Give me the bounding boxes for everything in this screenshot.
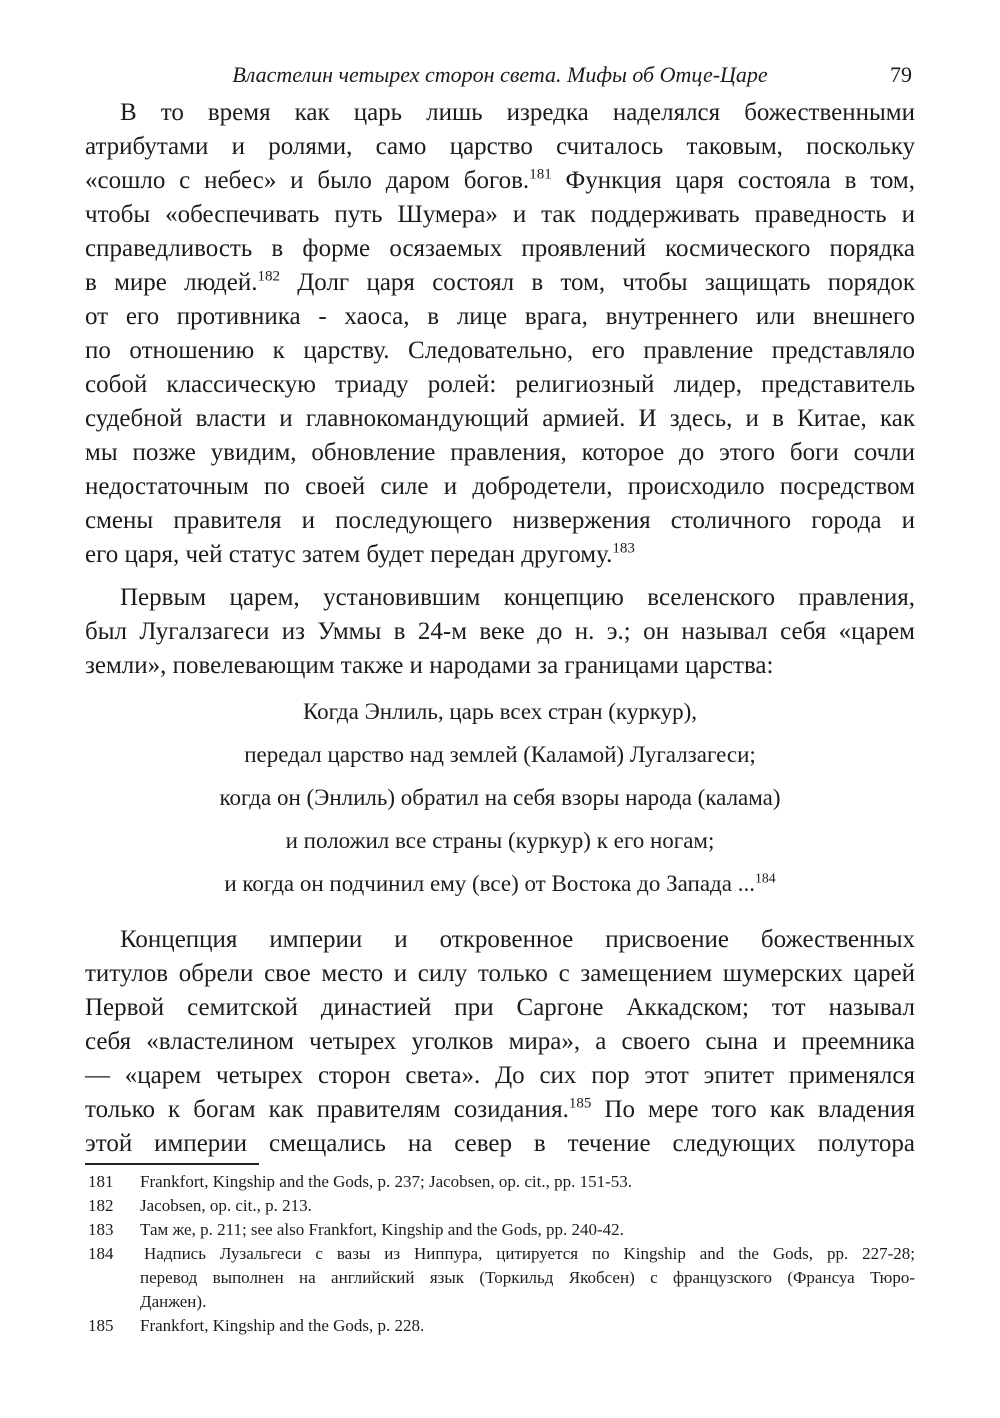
footnote-rule bbox=[85, 1163, 259, 1165]
text-line: судебной власти и главнокомандующий армией. И здесь, и в Китае, как bbox=[85, 405, 915, 432]
verse-quote bbox=[85, 690, 915, 905]
paragraph bbox=[85, 923, 915, 1161]
footnote-ref: 183 bbox=[612, 540, 635, 557]
footnote bbox=[85, 1242, 915, 1314]
line-text: и когда он подчинил ему (все) от Востока до Запада ... bbox=[224, 871, 755, 896]
footnote-number: 184 bbox=[88, 1244, 114, 1263]
running-header bbox=[85, 60, 915, 90]
footnote bbox=[85, 1194, 915, 1218]
footnote-ref: 181 bbox=[529, 166, 552, 183]
paragraph bbox=[85, 581, 915, 683]
quote-line: и положил все страны (куркур) к его ногам; bbox=[285, 828, 715, 853]
text-line: Первой семитской династией при Саргоне Аккадском; тот называл bbox=[85, 994, 915, 1021]
footnote-number: 183 bbox=[88, 1220, 114, 1239]
text-line: недостаточным по своей силе и добродетели, происходило посредством bbox=[85, 473, 915, 500]
footnote-number: 185 bbox=[88, 1316, 114, 1335]
footnote-line: Jacobsen, op. cit., p. 213. bbox=[140, 1196, 312, 1215]
text-line: Концепция империи и откровенное присвоение божественных bbox=[120, 926, 915, 953]
footnote-line: Там же, p. 211; see also Frankfort, Kingship and the Gods, pp. 240-42. bbox=[140, 1220, 624, 1239]
footnote bbox=[85, 1170, 915, 1194]
footnote-text bbox=[140, 1314, 915, 1338]
text-line: — «царем четырех сторон света». До сих пор этот эпитет применялся bbox=[85, 1062, 915, 1089]
quote-line: когда он (Энлиль) обратил на себя взоры народа (калама) bbox=[219, 785, 781, 810]
quote-line bbox=[85, 862, 915, 905]
footnote-line: Frankfort, Kingship and the Gods, p. 237; Jacobsen, op. cit., pp. 151-53. bbox=[140, 1172, 632, 1191]
line-text: Функция царя состояла в том, bbox=[551, 167, 915, 194]
text-line: собой классическую триаду ролей: религиозный лидер, представитель bbox=[85, 371, 915, 398]
footnote bbox=[85, 1314, 915, 1338]
line-text: По мере того как владения bbox=[591, 1096, 915, 1123]
footnote-text bbox=[140, 1242, 915, 1314]
footnote-line: Надпись Лузальгеси с вазы из Ниппура, цитируется по Kingship and the Gods, pp. 227-28; bbox=[144, 1244, 915, 1263]
text-line: был Лугалзагеси из Уммы в 24-м веке до н. э.; он называл себя «царем bbox=[85, 618, 915, 645]
text-line bbox=[85, 1093, 915, 1127]
text-line: атрибутами и ролями, само царство считалось таковым, поскольку bbox=[85, 133, 915, 160]
footnotes bbox=[85, 1170, 915, 1338]
line-text: Долг царя состоял в том, чтобы защищать порядок bbox=[279, 269, 915, 296]
text-line bbox=[85, 538, 915, 572]
text-line: смены правителя и последующего низвержения столичного города и bbox=[85, 507, 915, 534]
footnote-text bbox=[140, 1194, 915, 1218]
text-line: справедливость в форме осязаемых проявлений космического порядка bbox=[85, 235, 915, 262]
line-text: его царя, чей статус затем будет передан другому. bbox=[85, 541, 613, 568]
line-text: в мире людей. bbox=[85, 269, 258, 296]
text-line: от его противника - хаоса, в лице врага, внутреннего или внешнего bbox=[85, 303, 915, 330]
text-line: титулов обрели свое место и силу только с замещением шумерских царей bbox=[85, 960, 915, 987]
text-line: земли», повелевающим также и народами за границами царства: bbox=[85, 652, 774, 679]
page-number: 79 bbox=[890, 62, 912, 87]
footnote-number: 182 bbox=[88, 1196, 114, 1215]
text-line: мы позже увидим, обновление правления, которое до этого боги сочли bbox=[85, 439, 915, 466]
footnote-line: Данжен). bbox=[140, 1292, 207, 1311]
footnote-ref: 185 bbox=[568, 1095, 592, 1112]
footnote bbox=[85, 1218, 915, 1242]
text-line: Первым царем, установившим концепцию вселенского правления, bbox=[120, 584, 915, 611]
line-text: только к богам как правителям созидания. bbox=[85, 1096, 569, 1123]
text-line bbox=[85, 164, 915, 198]
quote-line: Когда Энлиль, царь всех стран (куркур), bbox=[302, 699, 698, 724]
text-line: этой империи смещались на север в течение следующих полутора bbox=[85, 1130, 915, 1157]
footnote-ref: 182 bbox=[257, 268, 280, 285]
footnote-text bbox=[140, 1218, 915, 1242]
running-title: Властелин четырех сторон света. Мифы об Отце-Царе bbox=[232, 62, 768, 87]
text-line bbox=[85, 266, 915, 300]
footnote-ref: 184 bbox=[754, 870, 776, 886]
text-line: себя «властелином четырех уголков мира», а своего сына и преемника bbox=[85, 1028, 915, 1055]
quote-line: передал царство над землей (Каламой) Лугалзагеси; bbox=[244, 742, 756, 767]
paragraph bbox=[85, 96, 915, 572]
line-text: «сошло с небес» и было даром богов. bbox=[85, 167, 530, 194]
text-line: по отношению к царству. Следовательно, его правление представляло bbox=[85, 337, 915, 364]
footnote-number: 181 bbox=[88, 1172, 114, 1191]
text-line: В то время как царь лишь изредка наделялся божественными bbox=[120, 99, 915, 126]
footnote-line: перевод выполнен на английский язык (Торкильд Якобсен) с французского (Франсуа Тюро- bbox=[140, 1268, 915, 1287]
footnote-line: Frankfort, Kingship and the Gods, p. 228. bbox=[140, 1316, 425, 1335]
footnote-text bbox=[140, 1170, 915, 1194]
text-line: чтобы «обеспечивать путь Шумера» и так поддерживать праведность и bbox=[85, 201, 915, 228]
